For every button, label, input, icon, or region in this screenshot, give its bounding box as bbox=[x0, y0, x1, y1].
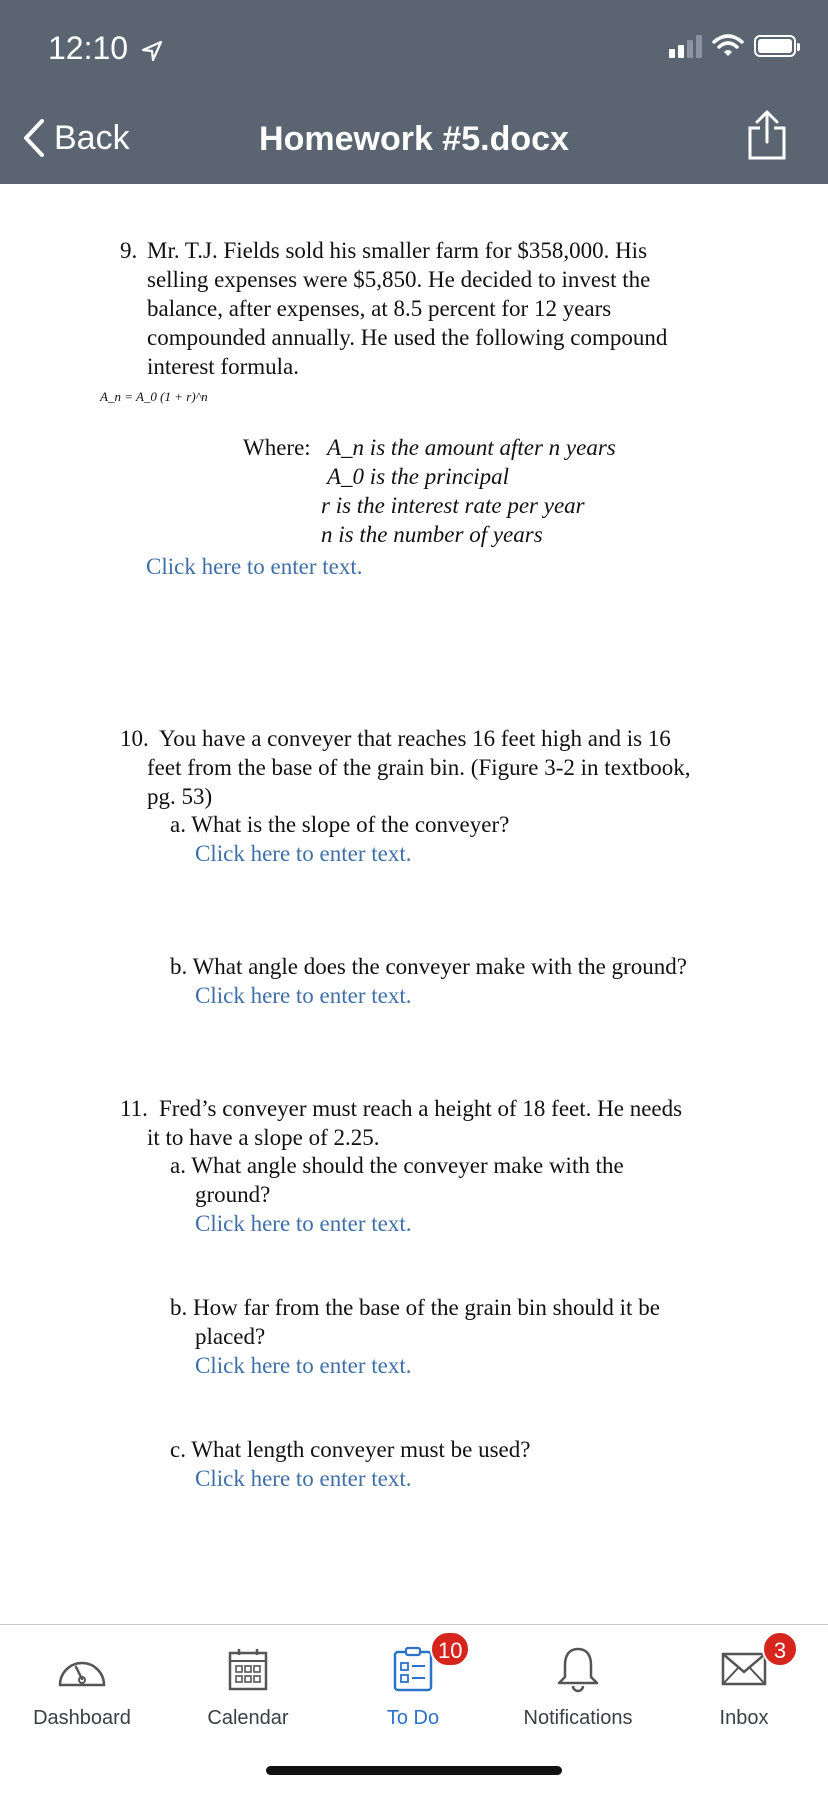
question-text-line: ground? bbox=[195, 1182, 271, 1207]
answer-field-q10a[interactable]: Click here to enter text. bbox=[195, 841, 412, 866]
inbox-count-badge: 3 bbox=[762, 1631, 798, 1667]
home-indicator[interactable] bbox=[266, 1766, 562, 1775]
question-text-line: Fred’s conveyer must reach a height of 18 feet. He needs bbox=[159, 1096, 683, 1121]
question-10b bbox=[170, 952, 687, 1010]
question-text-line: b. What angle does the conveyer make with the ground? bbox=[170, 954, 687, 979]
todo-icon bbox=[393, 1646, 433, 1692]
question-text-line: b. How far from the base of the grain bin should it be bbox=[170, 1295, 660, 1320]
question-11b bbox=[170, 1293, 660, 1380]
question-text-line: feet from the base of the grain bin. (Figure 3-2 in textbook, bbox=[147, 755, 691, 780]
mail-icon bbox=[721, 1651, 767, 1687]
question-text-line: interest formula. bbox=[147, 354, 300, 379]
dashboard-icon bbox=[56, 1649, 108, 1689]
question-number: 10. bbox=[120, 726, 149, 751]
answer-field-q11b[interactable]: Click here to enter text. bbox=[195, 1353, 412, 1378]
formula-where-label: Where: bbox=[243, 435, 311, 460]
tab-todo[interactable]: 10 To Do bbox=[333, 1639, 493, 1730]
formula-legend: A_n is the amount after n years A_0 is the principal r is the interest rate per year n is the number of years bbox=[321, 435, 616, 547]
tab-inbox[interactable]: 3 Inbox bbox=[664, 1639, 824, 1730]
app-header bbox=[0, 0, 828, 184]
question-text-line: placed? bbox=[195, 1324, 266, 1349]
compound-interest-formula: A_n = A_0 (1 + r)^n bbox=[100, 389, 208, 404]
question-10 bbox=[120, 724, 691, 811]
question-text-line: a. What is the slope of the conveyer? bbox=[170, 812, 510, 837]
question-number: 11. bbox=[120, 1096, 148, 1121]
question-9 bbox=[120, 236, 667, 381]
question-text-line: selling expenses were $5,850. He decided to invest the bbox=[147, 267, 651, 292]
question-text-line: balance, after expenses, at 8.5 percent for 12 years bbox=[147, 296, 612, 321]
document-title: Homework #5.docx bbox=[259, 120, 569, 158]
calendar-icon bbox=[228, 1647, 268, 1691]
location-arrow-icon bbox=[141, 40, 163, 62]
back-label: Back bbox=[54, 118, 130, 157]
wifi-icon bbox=[712, 34, 744, 58]
answer-field-q11c[interactable]: Click here to enter text. bbox=[195, 1466, 412, 1491]
question-text-line: c. What length conveyer must be used? bbox=[170, 1437, 531, 1462]
question-text-line: compounded annually. He used the following compound bbox=[147, 325, 668, 350]
battery-icon bbox=[754, 35, 796, 57]
question-text-line: a. What angle should the conveyer make with the bbox=[170, 1153, 624, 1178]
bell-icon bbox=[555, 1645, 601, 1693]
question-text-line: Mr. T.J. Fields sold his smaller farm for $358,000. His bbox=[147, 238, 648, 263]
share-icon bbox=[746, 110, 788, 160]
status-time: 12:10 bbox=[48, 30, 163, 67]
question-text-line: pg. 53) bbox=[147, 784, 213, 809]
question-11c bbox=[170, 1435, 530, 1493]
tab-calendar[interactable]: Calendar bbox=[168, 1639, 328, 1730]
question-text-line: You have a conveyer that reaches 16 feet high and is 16 bbox=[159, 726, 671, 751]
question-text-line: it to have a slope of 2.25. bbox=[147, 1125, 380, 1150]
status-icons bbox=[669, 34, 796, 58]
answer-field-q9[interactable]: Click here to enter text. bbox=[146, 554, 363, 579]
question-11 bbox=[120, 1094, 682, 1152]
question-10a bbox=[170, 810, 509, 868]
cellular-signal-icon bbox=[669, 34, 702, 58]
answer-field-q10b[interactable]: Click here to enter text. bbox=[195, 983, 412, 1008]
todo-count-badge: 10 bbox=[430, 1631, 470, 1667]
question-number: 9. bbox=[120, 238, 138, 263]
question-11a bbox=[170, 1151, 624, 1238]
share-button[interactable] bbox=[746, 110, 788, 165]
tab-dashboard[interactable]: Dashboard bbox=[2, 1639, 162, 1730]
tab-notifications[interactable]: Notifications bbox=[498, 1639, 658, 1730]
answer-field-q11a[interactable]: Click here to enter text. bbox=[195, 1211, 412, 1236]
